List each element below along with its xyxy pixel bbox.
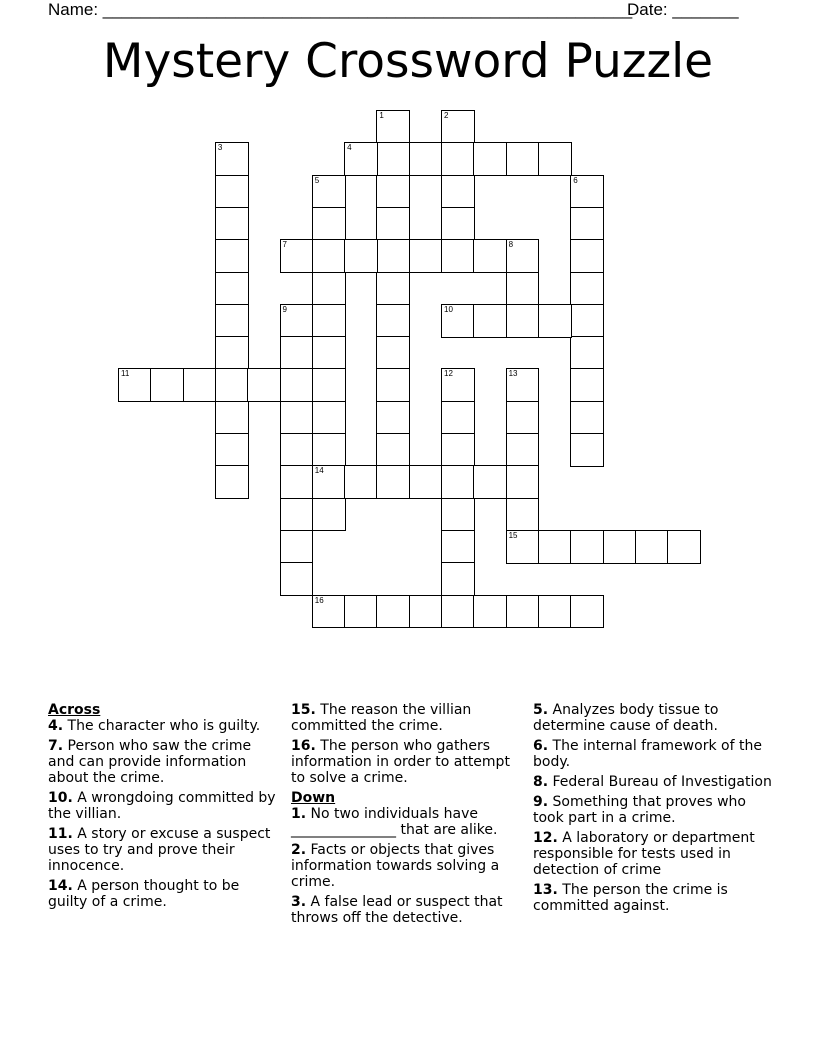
grid-cell[interactable] <box>570 530 604 564</box>
grid-cell[interactable] <box>215 239 249 273</box>
clues-column-2 <box>291 702 523 930</box>
grid-cell[interactable] <box>570 595 604 629</box>
grid-cell[interactable] <box>473 142 507 176</box>
grid-cell[interactable] <box>344 595 378 629</box>
grid-cell[interactable] <box>150 368 184 402</box>
clue-number: 16 <box>314 595 324 605</box>
grid-cell[interactable] <box>376 465 410 499</box>
clue-across-4: 4. The character who is guilty. <box>48 718 261 734</box>
clues-column-1 <box>48 702 278 914</box>
clue-number: 9 <box>282 304 287 314</box>
grid-cell[interactable] <box>280 498 314 532</box>
across-heading: Across <box>48 702 101 718</box>
grid-cell[interactable] <box>570 304 604 338</box>
grid-cell[interactable] <box>473 595 507 629</box>
grid-cell[interactable] <box>376 336 410 370</box>
grid-cell[interactable] <box>603 530 637 564</box>
clue-down-5: 5. Analyzes body tissue to determine cause of death. <box>533 702 719 734</box>
grid-cell[interactable] <box>215 433 249 467</box>
grid-cell[interactable] <box>312 336 346 370</box>
grid-cell[interactable] <box>506 401 540 435</box>
grid-cell[interactable] <box>312 239 346 273</box>
clue-across-15: 15. The reason the villian committed the crime. <box>291 702 472 734</box>
grid-cell[interactable] <box>441 433 475 467</box>
puzzle-title: Mystery Crossword Puzzle <box>102 34 714 89</box>
grid-cell[interactable] <box>312 175 346 209</box>
grid-cell[interactable] <box>441 304 475 338</box>
grid-cell[interactable] <box>506 142 540 176</box>
grid-cell[interactable] <box>312 465 346 499</box>
grid-cell[interactable] <box>570 401 604 435</box>
clue-number: 14 <box>314 466 324 476</box>
grid-cell[interactable] <box>538 595 572 629</box>
grid-cell[interactable] <box>506 433 540 467</box>
grid-cell[interactable] <box>506 368 540 402</box>
clue-number: 10 <box>444 304 453 314</box>
grid-cell[interactable] <box>280 465 314 499</box>
clue-number: 1 <box>379 111 384 120</box>
grid-cell[interactable] <box>118 368 152 402</box>
grid-cell[interactable] <box>506 498 540 532</box>
grid-cell[interactable] <box>215 207 249 241</box>
grid-cell[interactable] <box>538 304 572 338</box>
grid-cell[interactable] <box>280 562 314 596</box>
grid-cell[interactable] <box>344 239 378 273</box>
clue-number: 6 <box>573 175 578 185</box>
clue-number: 15 <box>508 530 518 540</box>
grid-cell[interactable] <box>506 272 540 306</box>
grid-cell[interactable] <box>409 595 443 629</box>
clue-down-8: 8. Federal Bureau of Investigation <box>533 774 772 790</box>
clue-number: 2 <box>444 111 449 120</box>
clue-across-14: 14. A person thought to be guilty of a crime. <box>48 878 240 910</box>
grid-cell[interactable] <box>247 368 281 402</box>
grid-cell[interactable] <box>409 465 443 499</box>
clue-number: 7 <box>282 240 287 250</box>
clue-down-6: 6. The internal framework of the body. <box>533 738 762 770</box>
clue-number: 8 <box>508 240 514 250</box>
grid-cell[interactable] <box>280 336 314 370</box>
grid-cell[interactable] <box>215 401 249 435</box>
clue-across-11: 11. A story or excuse a suspect uses to try and prove their innocence. <box>48 826 271 874</box>
grid-cell[interactable] <box>473 304 507 338</box>
clues-column-3 <box>533 702 773 918</box>
grid-cell[interactable] <box>215 465 249 499</box>
grid-cell[interactable] <box>376 175 410 209</box>
grid-cell[interactable] <box>376 110 410 144</box>
grid-cell[interactable] <box>570 239 604 273</box>
date-field[interactable]: Date: _______ <box>627 0 739 19</box>
grid-cell[interactable] <box>570 368 604 402</box>
grid-cell[interactable] <box>441 142 475 176</box>
clue-number: 13 <box>508 369 518 379</box>
grid-cell[interactable] <box>280 433 314 467</box>
grid-cell[interactable] <box>312 401 346 435</box>
grid-cell[interactable] <box>312 433 346 467</box>
grid-cell[interactable] <box>409 239 443 273</box>
clue-down-13: 13. The person the crime is committed against. <box>533 882 728 914</box>
clue-number: 3 <box>217 143 223 153</box>
clue-down-2: 2. Facts or objects that gives information towards solving a crime. <box>291 842 500 890</box>
clue-down-12: 12. A laboratory or department responsible for tests used in detection of crime <box>533 830 755 878</box>
clue-number: 5 <box>314 175 320 185</box>
grid-cell[interactable] <box>409 142 443 176</box>
grid-cell[interactable] <box>344 465 378 499</box>
grid-cell[interactable] <box>506 530 540 564</box>
grid-cell[interactable] <box>215 304 249 338</box>
grid-cell[interactable] <box>376 368 410 402</box>
grid-cell[interactable] <box>376 272 410 306</box>
grid-cell[interactable] <box>570 207 604 241</box>
grid-cell[interactable] <box>538 530 572 564</box>
grid-cell[interactable] <box>376 595 410 629</box>
grid-cell[interactable] <box>376 239 410 273</box>
grid-cell[interactable] <box>376 304 410 338</box>
clue-down-3: 3. A false lead or suspect that throws off the detective. <box>291 894 503 926</box>
grid-cell[interactable] <box>441 239 475 273</box>
grid-cell[interactable] <box>312 498 346 532</box>
grid-cell[interactable] <box>215 175 249 209</box>
grid-cell[interactable] <box>280 304 314 338</box>
grid-cell[interactable] <box>280 368 314 402</box>
grid-cell[interactable] <box>538 142 572 176</box>
grid-cell[interactable] <box>441 401 475 435</box>
grid-cell[interactable] <box>635 530 669 564</box>
grid-cell[interactable] <box>376 207 410 241</box>
clue-number: 4 <box>347 143 352 153</box>
clue-number: 12 <box>444 369 453 379</box>
grid-cell[interactable] <box>280 530 314 564</box>
grid-cell[interactable] <box>570 175 604 209</box>
clue-down-1: 1. No two individuals have _______________ that are alike. <box>291 806 498 838</box>
grid-cell[interactable] <box>473 239 507 273</box>
grid-cell[interactable] <box>376 142 410 176</box>
grid-cell[interactable] <box>570 336 604 370</box>
grid-cell[interactable] <box>344 142 378 176</box>
name-field[interactable]: Name: ________________________________________________________ <box>48 0 633 19</box>
grid-cell[interactable] <box>441 465 475 499</box>
grid-cell[interactable] <box>570 272 604 306</box>
clue-across-16: 16. The person who gathers information in order to attempt to solve a crime. <box>291 738 510 786</box>
grid-cell[interactable] <box>312 368 346 402</box>
grid-cell[interactable] <box>506 304 540 338</box>
grid-cell[interactable] <box>215 336 249 370</box>
grid-cell[interactable] <box>441 175 475 209</box>
clue-down-9: 9. Something that proves who took part in a crime. <box>533 794 746 826</box>
grid-cell[interactable] <box>441 595 475 629</box>
down-heading: Down <box>291 790 336 806</box>
grid-cell[interactable] <box>441 498 475 532</box>
grid-cell[interactable] <box>506 465 540 499</box>
grid-cell[interactable] <box>312 207 346 241</box>
grid-cell[interactable] <box>441 207 475 241</box>
grid-cell[interactable] <box>312 595 346 629</box>
grid-cell[interactable] <box>473 465 507 499</box>
grid-cell[interactable] <box>215 272 249 306</box>
grid-cell[interactable] <box>312 304 346 338</box>
grid-cell[interactable] <box>441 562 475 596</box>
grid-cell[interactable] <box>215 142 249 176</box>
grid-cell[interactable] <box>441 530 475 564</box>
grid-cell[interactable] <box>570 433 604 467</box>
grid-cell[interactable] <box>441 368 475 402</box>
grid-cell[interactable] <box>280 239 314 273</box>
grid-cell[interactable] <box>667 530 701 564</box>
grid-cell[interactable] <box>376 433 410 467</box>
grid-cell[interactable] <box>183 368 217 402</box>
grid-cell[interactable] <box>215 368 249 402</box>
clue-across-7: 7. Person who saw the crime and can provide information about the crime. <box>48 738 252 786</box>
grid-cell[interactable] <box>312 272 346 306</box>
clue-number: 11 <box>121 369 130 379</box>
grid-cell[interactable] <box>506 239 540 273</box>
grid-cell[interactable] <box>506 595 540 629</box>
grid-cell[interactable] <box>376 401 410 435</box>
grid-cell[interactable] <box>280 401 314 435</box>
grid-cell[interactable] <box>441 110 475 144</box>
clue-across-10: 10. A wrongdoing committed by the villian. <box>48 790 276 822</box>
